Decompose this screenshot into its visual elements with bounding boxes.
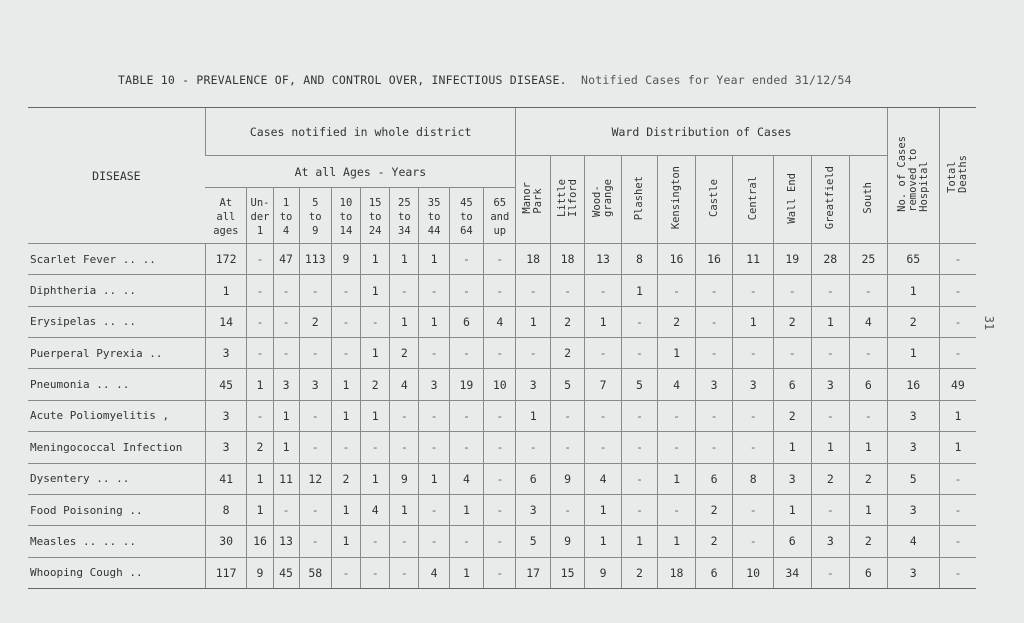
table-cell: - xyxy=(273,338,299,369)
table-cell: - xyxy=(621,432,657,463)
table-cell: 3 xyxy=(811,526,850,557)
table-cell: - xyxy=(516,275,550,306)
header-cases-group: Cases notified in whole district xyxy=(205,108,516,156)
table-cell: 4 xyxy=(658,369,696,400)
table-cell: - xyxy=(658,494,696,525)
table-cell: 1 xyxy=(621,526,657,557)
table-cell: 6 xyxy=(850,557,888,588)
table-cell: 3 xyxy=(773,463,811,494)
table-cell: 2 xyxy=(850,526,888,557)
table-cell: 1 xyxy=(733,306,774,337)
header-ward-central: Central xyxy=(733,156,774,244)
table-row xyxy=(28,432,976,463)
table-cell: 3 xyxy=(516,369,550,400)
disease-name: Erysipelas .. .. xyxy=(28,306,205,337)
table-cell: 5 xyxy=(516,526,550,557)
table-cell: 1 xyxy=(658,526,696,557)
table-cell: 1 xyxy=(390,244,419,275)
table-cell: 1 xyxy=(419,244,449,275)
table-cell: - xyxy=(390,275,419,306)
table-cell: 1 xyxy=(205,275,247,306)
table-cell: 2 xyxy=(695,494,733,525)
table-cell: 9 xyxy=(550,463,584,494)
table-cell: - xyxy=(939,557,976,588)
table-cell: 2 xyxy=(621,557,657,588)
table-cell: 1 xyxy=(361,338,390,369)
infectious-disease-table xyxy=(28,107,976,589)
table-cell: - xyxy=(247,306,273,337)
table-cell: - xyxy=(621,400,657,431)
table-cell: - xyxy=(939,306,976,337)
table-cell: - xyxy=(811,338,850,369)
table-cell: 14 xyxy=(205,306,247,337)
page-number: 31 xyxy=(982,315,997,331)
table-cell: 3 xyxy=(887,494,939,525)
table-cell: 1 xyxy=(811,432,850,463)
table-cell: 16 xyxy=(695,244,733,275)
table-cell: - xyxy=(621,338,657,369)
table-cell: 2 xyxy=(361,369,390,400)
table-cell: 6 xyxy=(695,463,733,494)
table-cell: 45 xyxy=(273,557,299,588)
table-cell: 1 xyxy=(516,400,550,431)
table-cell: 41 xyxy=(205,463,247,494)
table-cell: - xyxy=(939,338,976,369)
table-cell: 9 xyxy=(331,244,360,275)
table-cell: 3 xyxy=(811,369,850,400)
table-cell: 1 xyxy=(585,526,621,557)
table-cell: 1 xyxy=(273,400,299,431)
table-cell: - xyxy=(449,400,483,431)
table-cell: - xyxy=(331,432,360,463)
table-cell: 7 xyxy=(585,369,621,400)
table-title-main: TABLE 10 - PREVALENCE OF, AND CONTROL OVER, INFECTIOUS DISEASE. xyxy=(118,73,567,87)
table-cell: 11 xyxy=(733,244,774,275)
table-cell: - xyxy=(733,275,774,306)
table-cell: - xyxy=(585,400,621,431)
table-cell: 1 xyxy=(887,338,939,369)
table-cell: 19 xyxy=(449,369,483,400)
table-cell: - xyxy=(695,432,733,463)
table-cell: 3 xyxy=(887,400,939,431)
table-cell: - xyxy=(390,526,419,557)
table-cell: - xyxy=(550,275,584,306)
table-cell: - xyxy=(850,275,888,306)
table-cell: 16 xyxy=(887,369,939,400)
table-cell: 1 xyxy=(361,244,390,275)
header-age-15-24: 15 to 24 xyxy=(361,188,390,244)
table-cell: 3 xyxy=(733,369,774,400)
table-row xyxy=(28,526,976,557)
table-cell: 1 xyxy=(419,306,449,337)
header-age-1-4: 1 to 4 xyxy=(273,188,299,244)
table-cell: 4 xyxy=(585,463,621,494)
table-cell: 5 xyxy=(887,463,939,494)
table-cell: 18 xyxy=(516,244,550,275)
table-cell: 2 xyxy=(247,432,273,463)
table-cell: 2 xyxy=(887,306,939,337)
table-cell: 1 xyxy=(773,432,811,463)
table-cell: - xyxy=(299,494,331,525)
header-ward-wall-end: Wall End xyxy=(773,156,811,244)
table-cell: - xyxy=(299,526,331,557)
header-ward-south: South xyxy=(850,156,888,244)
table-cell: 1 xyxy=(419,463,449,494)
table-cell: - xyxy=(247,275,273,306)
table-cell: - xyxy=(733,432,774,463)
disease-name: Puerperal Pyrexia .. xyxy=(28,338,205,369)
table-cell: 34 xyxy=(773,557,811,588)
table-cell: 1 xyxy=(449,557,483,588)
table-body xyxy=(28,244,976,589)
table-cell: 1 xyxy=(658,338,696,369)
table-cell: 1 xyxy=(585,494,621,525)
table-cell: - xyxy=(550,400,584,431)
table-cell: - xyxy=(850,400,888,431)
table-cell: - xyxy=(695,338,733,369)
table-cell: 2 xyxy=(299,306,331,337)
table-cell: - xyxy=(550,432,584,463)
table-cell: - xyxy=(484,494,516,525)
table-cell: - xyxy=(449,526,483,557)
header-disease: DISEASE xyxy=(28,108,205,244)
table-cell: 1 xyxy=(390,494,419,525)
table-cell: 3 xyxy=(205,432,247,463)
table-cell: 1 xyxy=(939,432,976,463)
table-cell: 2 xyxy=(550,338,584,369)
table-cell: - xyxy=(811,557,850,588)
table-cell: 2 xyxy=(773,400,811,431)
table-cell: 1 xyxy=(887,275,939,306)
table-cell: 8 xyxy=(733,463,774,494)
table-cell: - xyxy=(773,338,811,369)
table-cell: 3 xyxy=(887,557,939,588)
table-cell: - xyxy=(484,244,516,275)
table-cell: - xyxy=(811,275,850,306)
table-cell: 16 xyxy=(658,244,696,275)
table-cell: 9 xyxy=(585,557,621,588)
table-cell: - xyxy=(484,526,516,557)
table-cell: 13 xyxy=(585,244,621,275)
table-cell: 172 xyxy=(205,244,247,275)
table-cell: - xyxy=(484,557,516,588)
table-cell: - xyxy=(331,557,360,588)
table-cell: 1 xyxy=(361,275,390,306)
header-ward-kensington: Kensington xyxy=(658,156,696,244)
table-cell: - xyxy=(390,432,419,463)
disease-name: Acute Poliomyelitis , xyxy=(28,400,205,431)
disease-name: Pneumonia .. .. xyxy=(28,369,205,400)
header-age-5-9: 5 to 9 xyxy=(299,188,331,244)
table-cell: - xyxy=(419,432,449,463)
table-cell: - xyxy=(361,557,390,588)
table-cell: - xyxy=(273,306,299,337)
table-cell: 5 xyxy=(550,369,584,400)
header-age-all: At all ages xyxy=(205,188,247,244)
table-cell: - xyxy=(733,400,774,431)
table-cell: 113 xyxy=(299,244,331,275)
table-cell: - xyxy=(273,275,299,306)
table-cell: - xyxy=(299,400,331,431)
table-cell: - xyxy=(361,432,390,463)
table-cell: - xyxy=(585,275,621,306)
table-cell: 45 xyxy=(205,369,247,400)
table-cell: 18 xyxy=(658,557,696,588)
table-cell: 2 xyxy=(695,526,733,557)
table-cell: - xyxy=(939,244,976,275)
table-cell: - xyxy=(484,275,516,306)
table-cell: 17 xyxy=(516,557,550,588)
table-cell: - xyxy=(695,400,733,431)
header-ward-little-ilford: Little Ilford xyxy=(550,156,584,244)
table-cell: 1 xyxy=(621,275,657,306)
table-cell: - xyxy=(419,494,449,525)
table-cell: 10 xyxy=(733,557,774,588)
table-row xyxy=(28,244,976,275)
table-cell: 1 xyxy=(247,369,273,400)
header-ages-group: At all Ages - Years xyxy=(205,156,516,188)
table-cell: 1 xyxy=(516,306,550,337)
table-cell: - xyxy=(419,400,449,431)
disease-name: Dysentery .. .. xyxy=(28,463,205,494)
table-cell: - xyxy=(419,526,449,557)
table-cell: - xyxy=(390,557,419,588)
table-cell: 117 xyxy=(205,557,247,588)
table-cell: 6 xyxy=(449,306,483,337)
header-ward-greatfield: Greatfield xyxy=(811,156,850,244)
table-cell: - xyxy=(850,338,888,369)
table-cell: - xyxy=(939,526,976,557)
header-ward-woodgrange: Wood- grange xyxy=(585,156,621,244)
table-cell: 1 xyxy=(811,306,850,337)
table-cell: - xyxy=(484,400,516,431)
table-cell: 2 xyxy=(658,306,696,337)
table-cell: 4 xyxy=(390,369,419,400)
header-age-under-1: Un- der 1 xyxy=(247,188,273,244)
header-ward-group: Ward Distribution of Cases xyxy=(516,108,887,156)
table-cell: 3 xyxy=(205,400,247,431)
table-cell: 4 xyxy=(850,306,888,337)
table-cell: 3 xyxy=(205,338,247,369)
table-cell: - xyxy=(658,275,696,306)
table-cell: - xyxy=(331,275,360,306)
table-cell: 18 xyxy=(550,244,584,275)
disease-name: Food Poisoning .. xyxy=(28,494,205,525)
table-cell: 1 xyxy=(247,463,273,494)
table-cell: 1 xyxy=(331,494,360,525)
table-cell: - xyxy=(331,338,360,369)
table-cell: 6 xyxy=(773,526,811,557)
table-cell: - xyxy=(733,526,774,557)
table-cell: - xyxy=(299,275,331,306)
table-row xyxy=(28,494,976,525)
table-cell: - xyxy=(585,338,621,369)
table-cell: 25 xyxy=(850,244,888,275)
header-age-45-64: 45 to 64 xyxy=(449,188,483,244)
header-age-65-up: 65 and up xyxy=(484,188,516,244)
table-cell: - xyxy=(484,432,516,463)
header-age-10-14: 10 to 14 xyxy=(331,188,360,244)
table-cell: - xyxy=(621,494,657,525)
table-cell: 2 xyxy=(331,463,360,494)
table-cell: - xyxy=(273,494,299,525)
table-cell: 5 xyxy=(621,369,657,400)
table-cell: 1 xyxy=(247,494,273,525)
table-cell: 1 xyxy=(585,306,621,337)
table-cell: - xyxy=(733,338,774,369)
table-cell: - xyxy=(939,463,976,494)
table-cell: - xyxy=(449,244,483,275)
disease-name: Measles .. .. .. xyxy=(28,526,205,557)
table-cell: - xyxy=(658,432,696,463)
table-cell: 2 xyxy=(850,463,888,494)
table-cell: 1 xyxy=(449,494,483,525)
table-cell: - xyxy=(419,338,449,369)
table-cell: - xyxy=(299,432,331,463)
table-cell: 1 xyxy=(390,306,419,337)
table-cell: 15 xyxy=(550,557,584,588)
table-cell: 3 xyxy=(695,369,733,400)
table-row xyxy=(28,275,976,306)
table-cell: 1 xyxy=(773,494,811,525)
table-cell: - xyxy=(247,400,273,431)
table-cell: - xyxy=(419,275,449,306)
table-cell: 1 xyxy=(850,432,888,463)
table-cell: 2 xyxy=(811,463,850,494)
table-cell: - xyxy=(585,432,621,463)
disease-name: Meningococcal Infection xyxy=(28,432,205,463)
table-cell: 28 xyxy=(811,244,850,275)
table-cell: 30 xyxy=(205,526,247,557)
table-cell: - xyxy=(361,306,390,337)
table-cell: 6 xyxy=(850,369,888,400)
table-cell: - xyxy=(939,275,976,306)
table-cell: 1 xyxy=(331,369,360,400)
table-cell: 13 xyxy=(273,526,299,557)
disease-name: Scarlet Fever .. .. xyxy=(28,244,205,275)
table-cell: - xyxy=(811,400,850,431)
table-row xyxy=(28,557,976,588)
table-cell: 65 xyxy=(887,244,939,275)
header-age-25-34: 25 to 34 xyxy=(390,188,419,244)
table-cell: 19 xyxy=(773,244,811,275)
header-removed: No. of Cases removed to Hospital xyxy=(887,108,939,244)
table-cell: - xyxy=(331,306,360,337)
table-cell: 12 xyxy=(299,463,331,494)
header-deaths: Total Deaths xyxy=(939,108,976,244)
table-cell: 6 xyxy=(695,557,733,588)
table-cell: - xyxy=(484,463,516,494)
table-cell: - xyxy=(390,400,419,431)
table-cell: - xyxy=(299,338,331,369)
table-cell: - xyxy=(939,494,976,525)
table-cell: 2 xyxy=(390,338,419,369)
table-cell: 16 xyxy=(247,526,273,557)
table-cell: 3 xyxy=(516,494,550,525)
table-cell: - xyxy=(449,338,483,369)
table-cell: 4 xyxy=(484,306,516,337)
table-cell: 3 xyxy=(887,432,939,463)
table-cell: - xyxy=(621,306,657,337)
table-cell: - xyxy=(484,338,516,369)
table-cell: 10 xyxy=(484,369,516,400)
table-cell: 6 xyxy=(516,463,550,494)
table-cell: 8 xyxy=(205,494,247,525)
table-cell: 58 xyxy=(299,557,331,588)
table-cell: 8 xyxy=(621,244,657,275)
table-cell: 11 xyxy=(273,463,299,494)
header-ward-plashet: Plashet xyxy=(621,156,657,244)
table-cell: - xyxy=(361,526,390,557)
table-cell: - xyxy=(247,338,273,369)
table-cell: 4 xyxy=(887,526,939,557)
table-cell: - xyxy=(247,244,273,275)
table-cell: 9 xyxy=(550,526,584,557)
table-row xyxy=(28,369,976,400)
table-cell: 2 xyxy=(550,306,584,337)
table-cell: - xyxy=(449,275,483,306)
table-cell: - xyxy=(733,494,774,525)
table-cell: 9 xyxy=(390,463,419,494)
header-ward-manor-park: Manor Park xyxy=(516,156,550,244)
table-cell: 1 xyxy=(850,494,888,525)
table-cell: - xyxy=(773,275,811,306)
table-cell: - xyxy=(811,494,850,525)
table-cell: - xyxy=(550,494,584,525)
table-cell: 4 xyxy=(449,463,483,494)
table-cell: 1 xyxy=(331,526,360,557)
table-cell: - xyxy=(516,432,550,463)
table-row xyxy=(28,463,976,494)
table-cell: 1 xyxy=(273,432,299,463)
table-cell: - xyxy=(695,306,733,337)
disease-name: Whooping Cough .. xyxy=(28,557,205,588)
table-cell: 47 xyxy=(273,244,299,275)
table-cell: 3 xyxy=(273,369,299,400)
table-cell: - xyxy=(658,400,696,431)
table-cell: - xyxy=(516,338,550,369)
table-cell: 6 xyxy=(773,369,811,400)
disease-name: Diphtheria .. .. xyxy=(28,275,205,306)
table-cell: 4 xyxy=(361,494,390,525)
table-cell: 1 xyxy=(658,463,696,494)
table-row xyxy=(28,306,976,337)
table-cell: 1 xyxy=(939,400,976,431)
table-cell: 49 xyxy=(939,369,976,400)
table-cell: 9 xyxy=(247,557,273,588)
table-cell: 4 xyxy=(419,557,449,588)
table-cell: - xyxy=(449,432,483,463)
table-cell: 1 xyxy=(361,463,390,494)
table-cell: 3 xyxy=(419,369,449,400)
table-cell: 3 xyxy=(299,369,331,400)
table-title xyxy=(118,73,852,87)
table-cell: 1 xyxy=(331,400,360,431)
header-age-35-44: 35 to 44 xyxy=(419,188,449,244)
table-title-sub: Notified Cases for Year ended 31/12/54 xyxy=(581,73,852,87)
header-ward-castle: Castle xyxy=(695,156,733,244)
table-cell: - xyxy=(695,275,733,306)
table-cell: 1 xyxy=(361,400,390,431)
table-cell: 2 xyxy=(773,306,811,337)
table-row xyxy=(28,400,976,431)
table-cell: - xyxy=(621,463,657,494)
table-row xyxy=(28,338,976,369)
